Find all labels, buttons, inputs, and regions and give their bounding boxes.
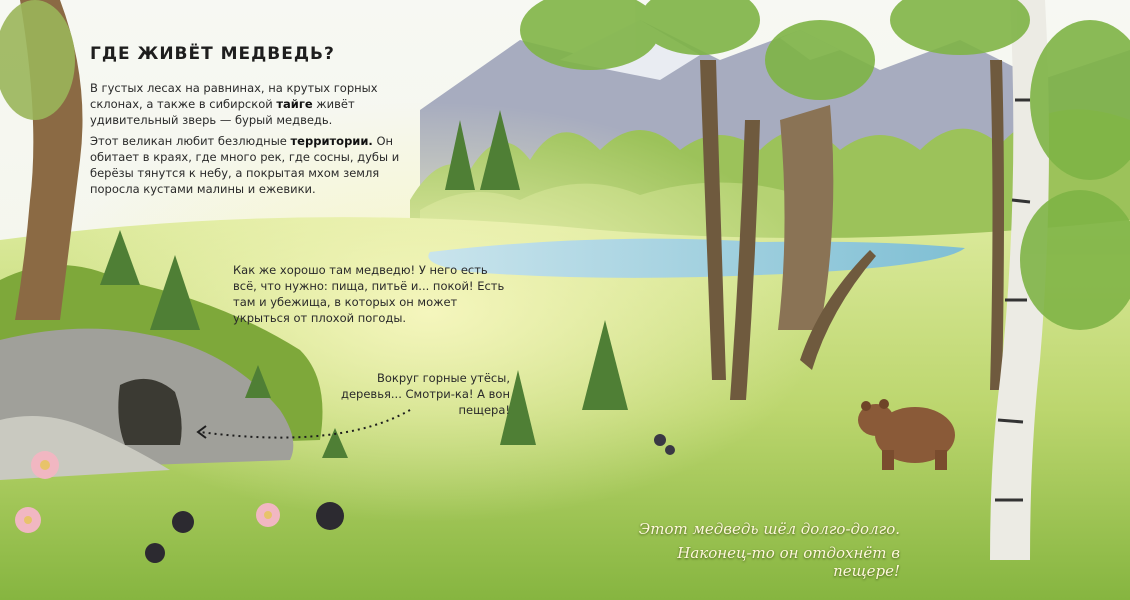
territory-paragraph: [90, 133, 400, 197]
cave-paragraph: Вокруг горные утёсы, деревья... Смотри-ка! А вон пещера!: [341, 371, 510, 417]
intro-text-1: В густых лесах на равнинах, на крутых горных склонах, а также в сибирской: [90, 81, 378, 111]
shelter-paragraph: Как же хорошо там медведю! У него есть всё, что нужно: пища, питьё и... покой! Есть там и убежища, в которых он может укрыться от плохой погоды.: [233, 263, 505, 325]
caption-line-2: Наконец-то он отдохнёт в пещере!: [677, 544, 900, 580]
intro-paragraph: [90, 80, 400, 128]
territory-text-1: Этот великан любит безлюдные: [90, 134, 291, 148]
intro-text-2: живёт удивительный зверь — бурый медведь.: [90, 97, 355, 127]
term-taiga: тайге: [276, 97, 313, 111]
page-title: ГДЕ ЖИВЁТ МЕДВЕДЬ?: [90, 44, 335, 64]
territory-text-2: Он обитает в краях, где много рек, где сосны, дубы и берёзы тянутся к небу, а покрытая мхом земля поросла кустами малины и ежевики.: [90, 134, 400, 196]
caption-line-1: Этот медведь шёл долго-долго.: [638, 520, 900, 538]
term-territories: территории.: [290, 134, 373, 148]
